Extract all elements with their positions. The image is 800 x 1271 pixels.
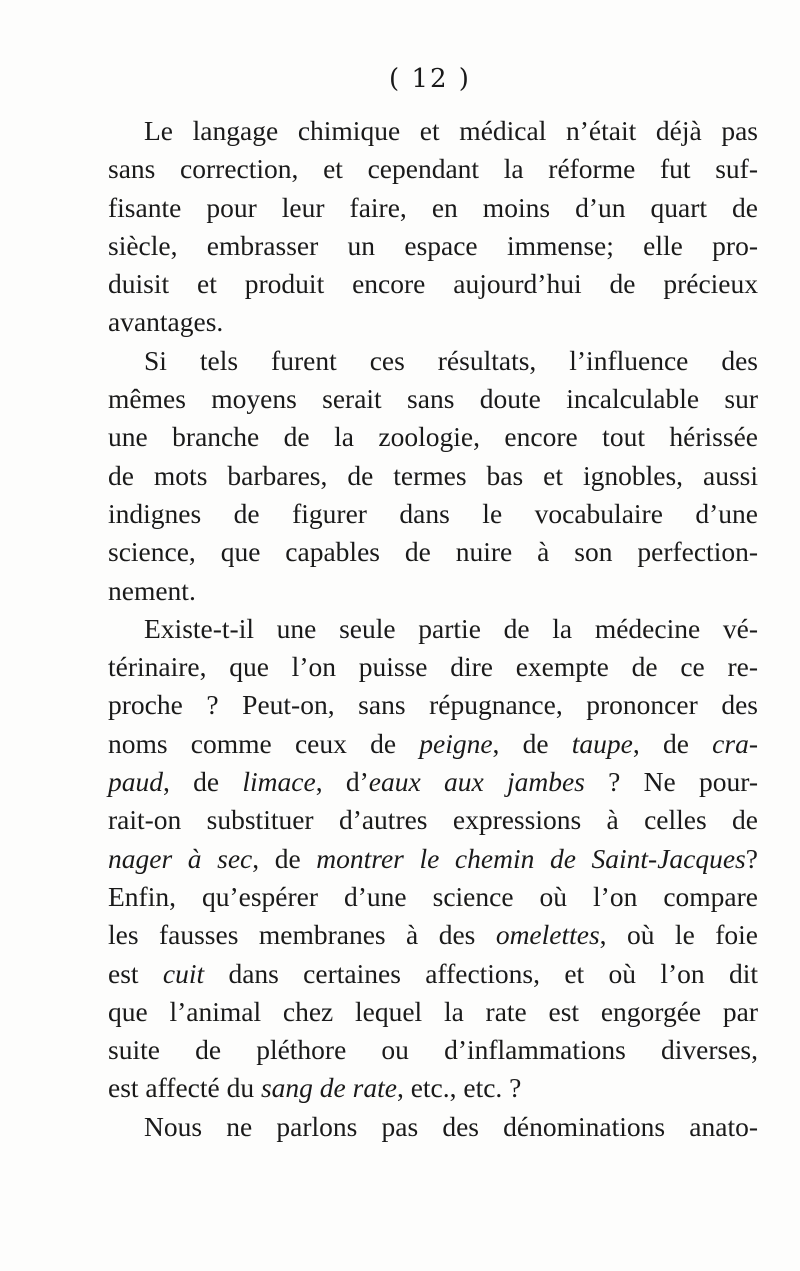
text-segment: siècle, embrasser un espace immense; elle pro- bbox=[108, 229, 758, 261]
page-number: ( 12 ) bbox=[389, 64, 471, 94]
text-line bbox=[108, 801, 758, 839]
text-segment: avantages. bbox=[108, 306, 224, 338]
italic-term: paud bbox=[108, 766, 163, 798]
text-line bbox=[108, 303, 758, 341]
text-line bbox=[108, 610, 758, 648]
text-line bbox=[108, 495, 758, 533]
text-line bbox=[108, 725, 758, 763]
italic-term: eaux aux jambes bbox=[368, 766, 585, 798]
text-line bbox=[108, 1069, 758, 1107]
text-line bbox=[108, 227, 758, 265]
italic-term: cra- bbox=[712, 727, 758, 759]
text-line bbox=[108, 648, 758, 686]
text-line bbox=[108, 150, 758, 188]
text-segment: suite de pléthore ou d’inflammations diverses, bbox=[108, 1034, 758, 1066]
italic-term: sang de rate bbox=[260, 1072, 397, 1104]
text-segment: térinaire, que l’on puisse dire exempte de ce re- bbox=[108, 651, 758, 683]
text-line bbox=[108, 112, 758, 150]
text-segment: mêmes moyens serait sans doute incalculable sur bbox=[108, 383, 758, 415]
italic-term: taupe bbox=[571, 727, 633, 759]
text-segment: , d’ bbox=[315, 766, 369, 798]
text-segment: de mots barbares, de termes bas et ignobles, aussi bbox=[108, 459, 758, 491]
text-segment: , de bbox=[163, 766, 243, 798]
text-line bbox=[108, 380, 758, 418]
italic-term: nager à sec bbox=[108, 842, 253, 874]
text-line bbox=[108, 572, 758, 610]
text-segment: indignes de figurer dans le vocabulaire d’une bbox=[108, 497, 758, 529]
text-segment: que l’animal chez lequel la rate est engorgée par bbox=[108, 995, 758, 1027]
text-segment: Enfin, qu’espérer d’une science où l’on compare bbox=[108, 880, 758, 912]
text-segment: ? bbox=[745, 842, 758, 874]
text-segment: une branche de la zoologie, encore tout hérissée bbox=[108, 421, 758, 453]
text-segment: , de bbox=[632, 727, 713, 759]
text-segment: , où le foie bbox=[599, 919, 758, 951]
text-line bbox=[108, 686, 758, 724]
text-segment: nement. bbox=[108, 574, 196, 606]
text-segment: Existe-t-il une seule partie de la médecine vé- bbox=[144, 612, 758, 644]
text-line bbox=[108, 342, 758, 380]
text-line bbox=[108, 265, 758, 303]
text-segment: rait-on substituer d’autres expressions à celles de bbox=[108, 804, 758, 836]
text-line bbox=[108, 457, 758, 495]
text-line bbox=[108, 1108, 758, 1146]
text-segment: fisante pour leur faire, en moins d’un quart de bbox=[108, 191, 758, 223]
text-segment: noms comme ceux de bbox=[108, 727, 420, 759]
text-segment: , de bbox=[492, 727, 572, 759]
italic-term: montrer le chemin de Saint-Jacques bbox=[316, 842, 746, 874]
text-segment: les fausses membranes à des bbox=[108, 919, 496, 951]
text-segment: duisit et produit encore aujourd’hui de précieux bbox=[108, 268, 758, 300]
text-line bbox=[108, 763, 758, 801]
text-segment: , de bbox=[252, 842, 317, 874]
italic-term: limace bbox=[242, 766, 316, 798]
text-line bbox=[108, 878, 758, 916]
text-segment: Le langage chimique et médical n’était déjà pas bbox=[144, 115, 758, 146]
text-segment: est affecté du bbox=[108, 1072, 261, 1104]
text-segment: dans certaines affections, et où l’on dit bbox=[204, 957, 758, 989]
text-line bbox=[108, 840, 758, 878]
text-segment: science, que capables de nuire à son perfection- bbox=[108, 536, 758, 568]
text-line bbox=[108, 418, 758, 456]
italic-term: omelettes bbox=[495, 919, 600, 951]
text-segment: Si tels furent ces résultats, l’influence des bbox=[144, 344, 758, 376]
text-segment: sans correction, et cependant la réforme fut suf- bbox=[108, 153, 758, 185]
italic-term: peigne bbox=[419, 727, 493, 759]
body-text bbox=[108, 112, 758, 1146]
italic-term: cuit bbox=[162, 957, 205, 989]
text-line bbox=[108, 916, 758, 954]
text-line bbox=[108, 533, 758, 571]
text-line bbox=[108, 189, 758, 227]
text-segment: , etc., etc. ? bbox=[396, 1072, 522, 1104]
text-segment: est bbox=[108, 957, 163, 989]
text-line bbox=[108, 1031, 758, 1069]
text-segment: ? Ne pour- bbox=[584, 766, 758, 798]
text-segment: Nous ne parlons pas des dénominations anato- bbox=[144, 1110, 758, 1142]
text-line bbox=[108, 993, 758, 1031]
text-line bbox=[108, 955, 758, 993]
text-segment: proche ? Peut-on, sans répugnance, prononcer des bbox=[108, 689, 758, 721]
